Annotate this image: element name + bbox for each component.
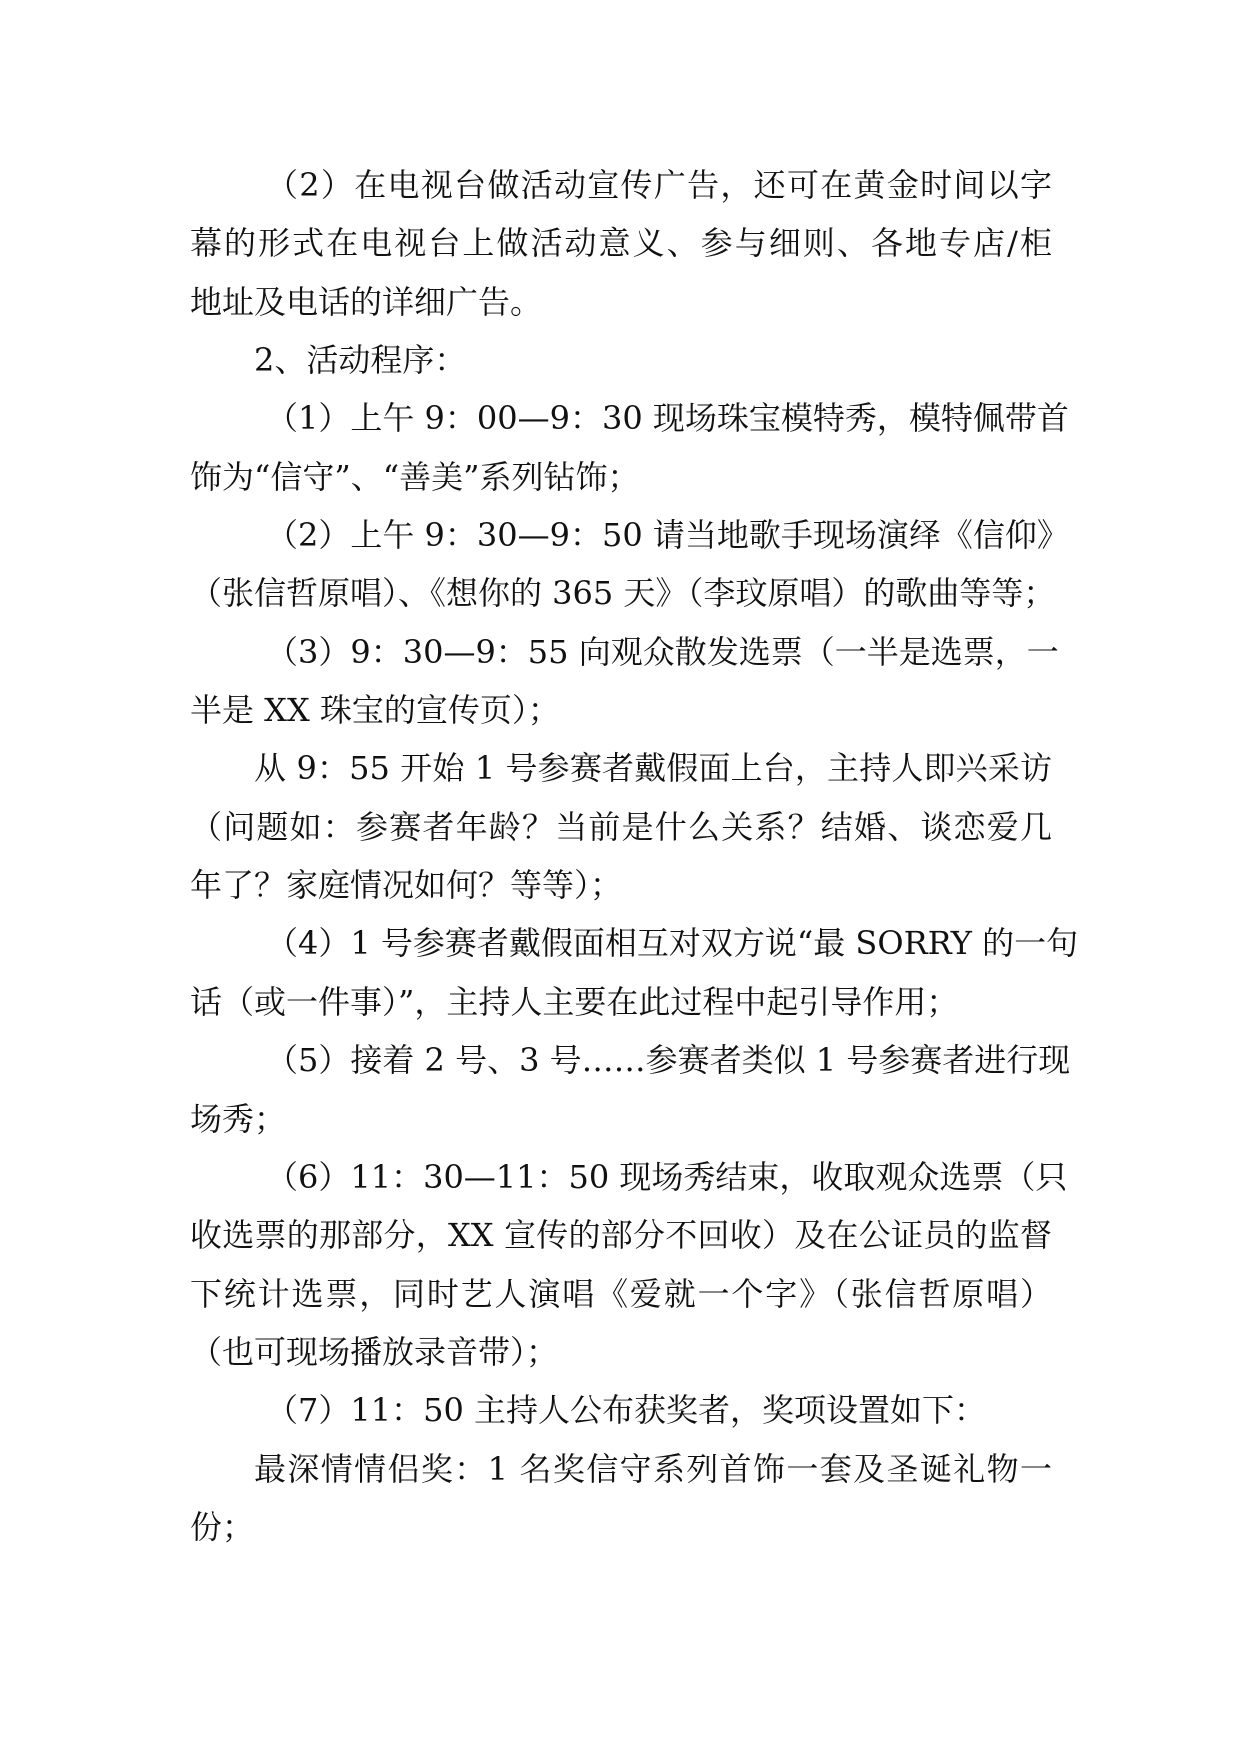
paragraph-line: 饰为“信守”、“善美”系列钻饰； [190,457,640,496]
paragraph-line: 场秀； [190,1099,287,1138]
paragraph-line: 半是 XX 珠宝的宣传页）； [190,691,560,730]
paragraph-line: 话（或一件事）”，主持人主要在此过程中起引导作用； [190,982,959,1021]
document-page [190,156,1079,1556]
paragraph-line: 最深情情侣奖：1 名奖信守系列首饰一套及圣诞礼物一 [254,1449,1052,1488]
paragraph-line: 收选票的那部分，XX 宣传的部分不回收）及在公证员的监督 [190,1216,1052,1255]
paragraph-line: 地址及电话的详细广告。 [190,282,543,321]
paragraph-line: 下统计选票，同时艺人演唱《爱就一个字》（张信哲原唱） [190,1274,1052,1313]
paragraph-line: 2、活动程序： [254,341,467,380]
paragraph-line: 份； [190,1507,255,1546]
paragraph-line: 幕的形式在电视台上做活动意义、参与细则、各地专店/柜 [190,224,1052,263]
paragraph-line: 年了？家庭情况如何？等等）； [190,866,623,905]
paragraph-line: （4）1 号参赛者戴假面相互对双方说“最 SORRY 的一句 [266,924,1079,963]
paragraph-line: （张信哲原唱）、《想你的 365 天》（李玟原唱）的歌曲等等； [190,574,1056,613]
paragraph-line: （问题如：参赛者年龄？当前是什么关系？结婚、谈恋爱几 [190,807,1052,846]
paragraph-line: （1）上午 9：00—9：30 现场珠宝模特秀，模特佩带首 [266,399,1069,438]
paragraph-line: （7）11：50 主持人公布获奖者，奖项设置如下： [266,1391,986,1430]
paragraph-line: （6）11：30—11：50 现场秀结束，收取观众选票（只 [266,1157,1068,1196]
paragraph-line: 从 9：55 开始 1 号参赛者戴假面上台，主持人即兴采访 [254,749,1052,788]
paragraph-line: （5）接着 2 号、3 号……参赛者类似 1 号参赛者进行现 [266,1041,1071,1080]
paragraph-line: （也可现场播放录音带）； [190,1332,559,1371]
paragraph-line: （2）在电视台做活动宣传广告，还可在黄金时间以字 [266,166,1052,204]
paragraph-line: （2）上午 9：30—9：50 请当地歌手现场演绎《信仰》 [266,516,1069,555]
paragraph-line: （3）9：30—9：55 向观众散发选票（一半是选票，一 [266,632,1059,671]
